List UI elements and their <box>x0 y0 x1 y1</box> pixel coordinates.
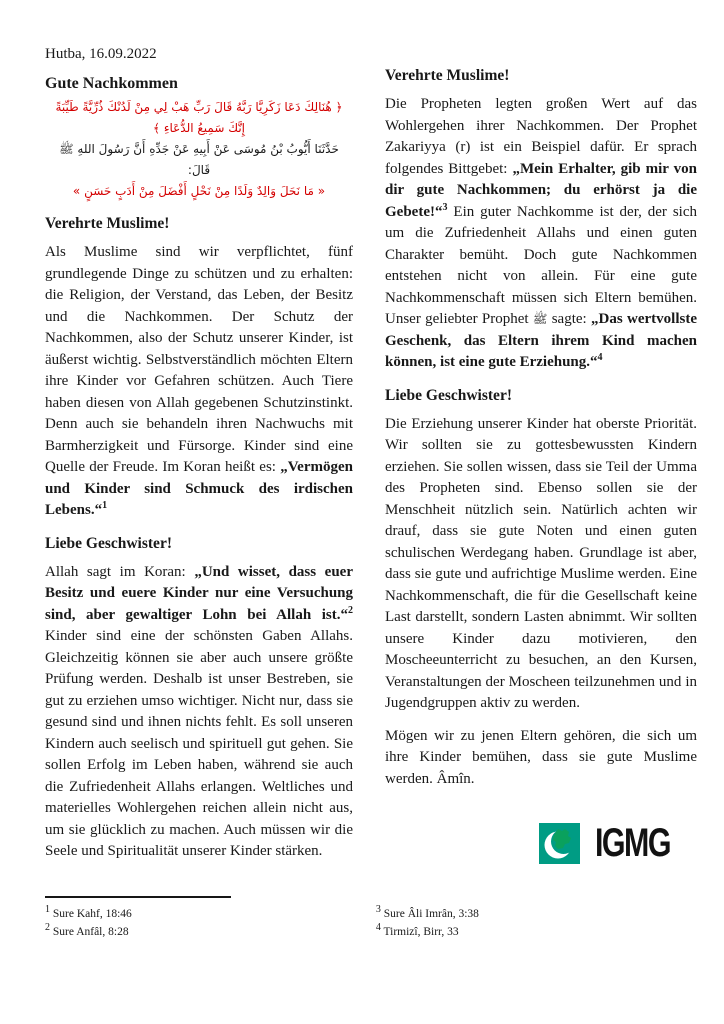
paragraph: Als Muslime sind wir verpflichtet, fünf grundlegende Dinge zu schützen und zu erhalten: die Religion, der Verstand, das Leben, der Besitz und die Nachkommen. Der Schutz der Nachkommen, also der Schutz unserer Kinder, ist äußerst wichtig. Selbstverständlich möchten Eltern ihre Kinder vor Gefahren schützen. Auch Tiere haben diesen von Allah gegebenen Schutzinstinkt. Denn auch sie behandeln ihren Nachwuchs mit Barmherzigkeit und Fürsorge. Kinder sind eine Quelle der Freude. Im Koran heißt es: „Vermögen und Kinder sind Schmuck des irdischen Lebens.“$^1$ <box>45 244 353 518</box>
arabic-line: إِنَّكَ سَمِيعُ الدُّعَاءِ ﴾ <box>152 121 245 135</box>
arabic-line: قَالَ: <box>187 163 211 177</box>
left-column-text <box>45 215 353 863</box>
paragraph: Die Propheten legten großen Wert auf das Wohlergehen ihrer Nachkommen. Der Prophet Zakariyya (r) ist ein Beispiel dafür. Er sprach folgendes Bittgebet: „Mein Erhalter, gib mir von dir gute Nachkommen; du erhörst ja die Gebete!“$^3$ Ein guter Nachkomme ist der, der sich um die Zufriedenheit Allahs und einen guten Charakter bemüht. Doch gute Nachkommen entstehen nicht von allein. Für eine gute Nachkommenschaft müssen sich Eltern bemühen. Unser geliebter Prophet ﷺ sagte: „Das wertvollste Geschenk, das Eltern ihrem Kind machen können, ist eine gute Erziehung.“$^4$ <box>385 96 697 370</box>
section-heading: Verehrte Muslime! <box>385 67 510 84</box>
igmg-logo <box>539 822 694 864</box>
footnotes-left-column <box>45 896 376 941</box>
section-heading: Liebe Geschwister! <box>385 386 512 404</box>
paragraph: Die Erziehung unserer Kinder hat oberste Priorität. Wir sollten sie zu gottesbewussten Kindern erziehen. Sie sollen wissen, dass sie Teil der Umma des Propheten sind. Ebenso sollen sie der Menschheit nützlich sein. Natürlich achten wir drauf, dass sie gute Noten und einen guten schulischen Werdegang haben. Grundlage ist aber, dass sie gute und aufrichtige Muslime werden. Eine Nachkommenschaft, die für die Gesellschaft keine Last darstellt, sondern Lasten abnimmt. Wir sollten unsere Kinder dazu motivieren, den Moscheeunterricht zu besuchen, an den Kursen, Veranstaltungen der Moscheen teilzunehmen und in Jugendgruppen aktiv zu werden. <box>385 415 697 711</box>
footnotes-area <box>45 896 697 941</box>
arabic-quote-block <box>45 97 353 202</box>
right-column <box>385 46 697 874</box>
page-title: Gute Nachkommen <box>45 75 178 92</box>
arabic-line: « مَا نَحَلَ وَالِدٌ وَلَدًا مِنْ نَحْلٍ أَفْضَلَ مِنْ أَدَبٍ حَسَنٍ » <box>72 184 326 198</box>
footnote: $^3$ Sure Âli Imrân, 3:38 <box>375 904 479 920</box>
footnotes-right-list <box>376 905 697 941</box>
footnotes-left-list <box>45 905 376 941</box>
footnote: $^2$ Sure Anfâl, 8:28 <box>45 922 129 938</box>
footnote: $^1$ Sure Kahf, 18:46 <box>45 904 132 920</box>
section-heading: Liebe Geschwister! <box>45 534 172 552</box>
footnote: $^4$ Tirmizî, Birr, 33 <box>375 922 459 938</box>
right-column-text <box>385 67 697 790</box>
section-heading: Verehrte Muslime! <box>45 215 170 232</box>
two-column-layout <box>45 46 697 874</box>
footnotes-right-column <box>376 896 697 941</box>
document-date: Hutba, 16.09.2022 <box>45 46 157 62</box>
crescent-europe-icon <box>539 823 580 864</box>
paragraph: Mögen wir zu jenen Eltern gehören, die sich um ihre Kinder bemühen, dass sie gute Muslime werden. Âmîn. <box>385 727 697 787</box>
igmg-logo-text: IGMG <box>595 821 670 865</box>
footnote-separator <box>45 896 231 898</box>
arabic-line: حَدَّثَنَا أَيُّوبُ بْنُ مُوسَى عَنْ أَبِيهِ عَنْ جَدِّهِ أَنَّ رَسُولَ اللهِ ﷺ <box>59 142 339 156</box>
arabic-line: ﴿ هُنَالِكَ دَعَا زَكَرِيَّا رَبَّهُ قَالَ رَبِّ هَبْ لِي مِنْ لَدُنْكَ ذُرِّيَّةً طَيِّبَةً <box>55 100 343 114</box>
left-column <box>45 46 353 874</box>
paragraph: Allah sagt im Koran: „Und wisset, dass euer Besitz und euere Kinder nur eine Versuchung sind, aber gewaltiger Lohn bei Allah ist.“$^2$ Kinder sind eine der schönsten Gaben Allahs. Gleichzeitig können sie aber auch unsere größte Prüfung werden. Deshalb ist unser Bestreben, sie gut zu erziehen umso wichtiger. Nicht nur, dass sie gesund sind und ihnen nichts fehlt. Es soll unseren Kindern auch seelisch und spirituell gut gehen. Sie sollen Erfolg im Leben haben, während sie auch die Zufriedenheit Allahs erlangen. Weltliches und materielles Wohlergehen reichen allein nicht aus, um sie glücklich zu machen. Auch müssen wir die Seele und Spiritualität unserer Kinder stärken. <box>45 563 353 859</box>
